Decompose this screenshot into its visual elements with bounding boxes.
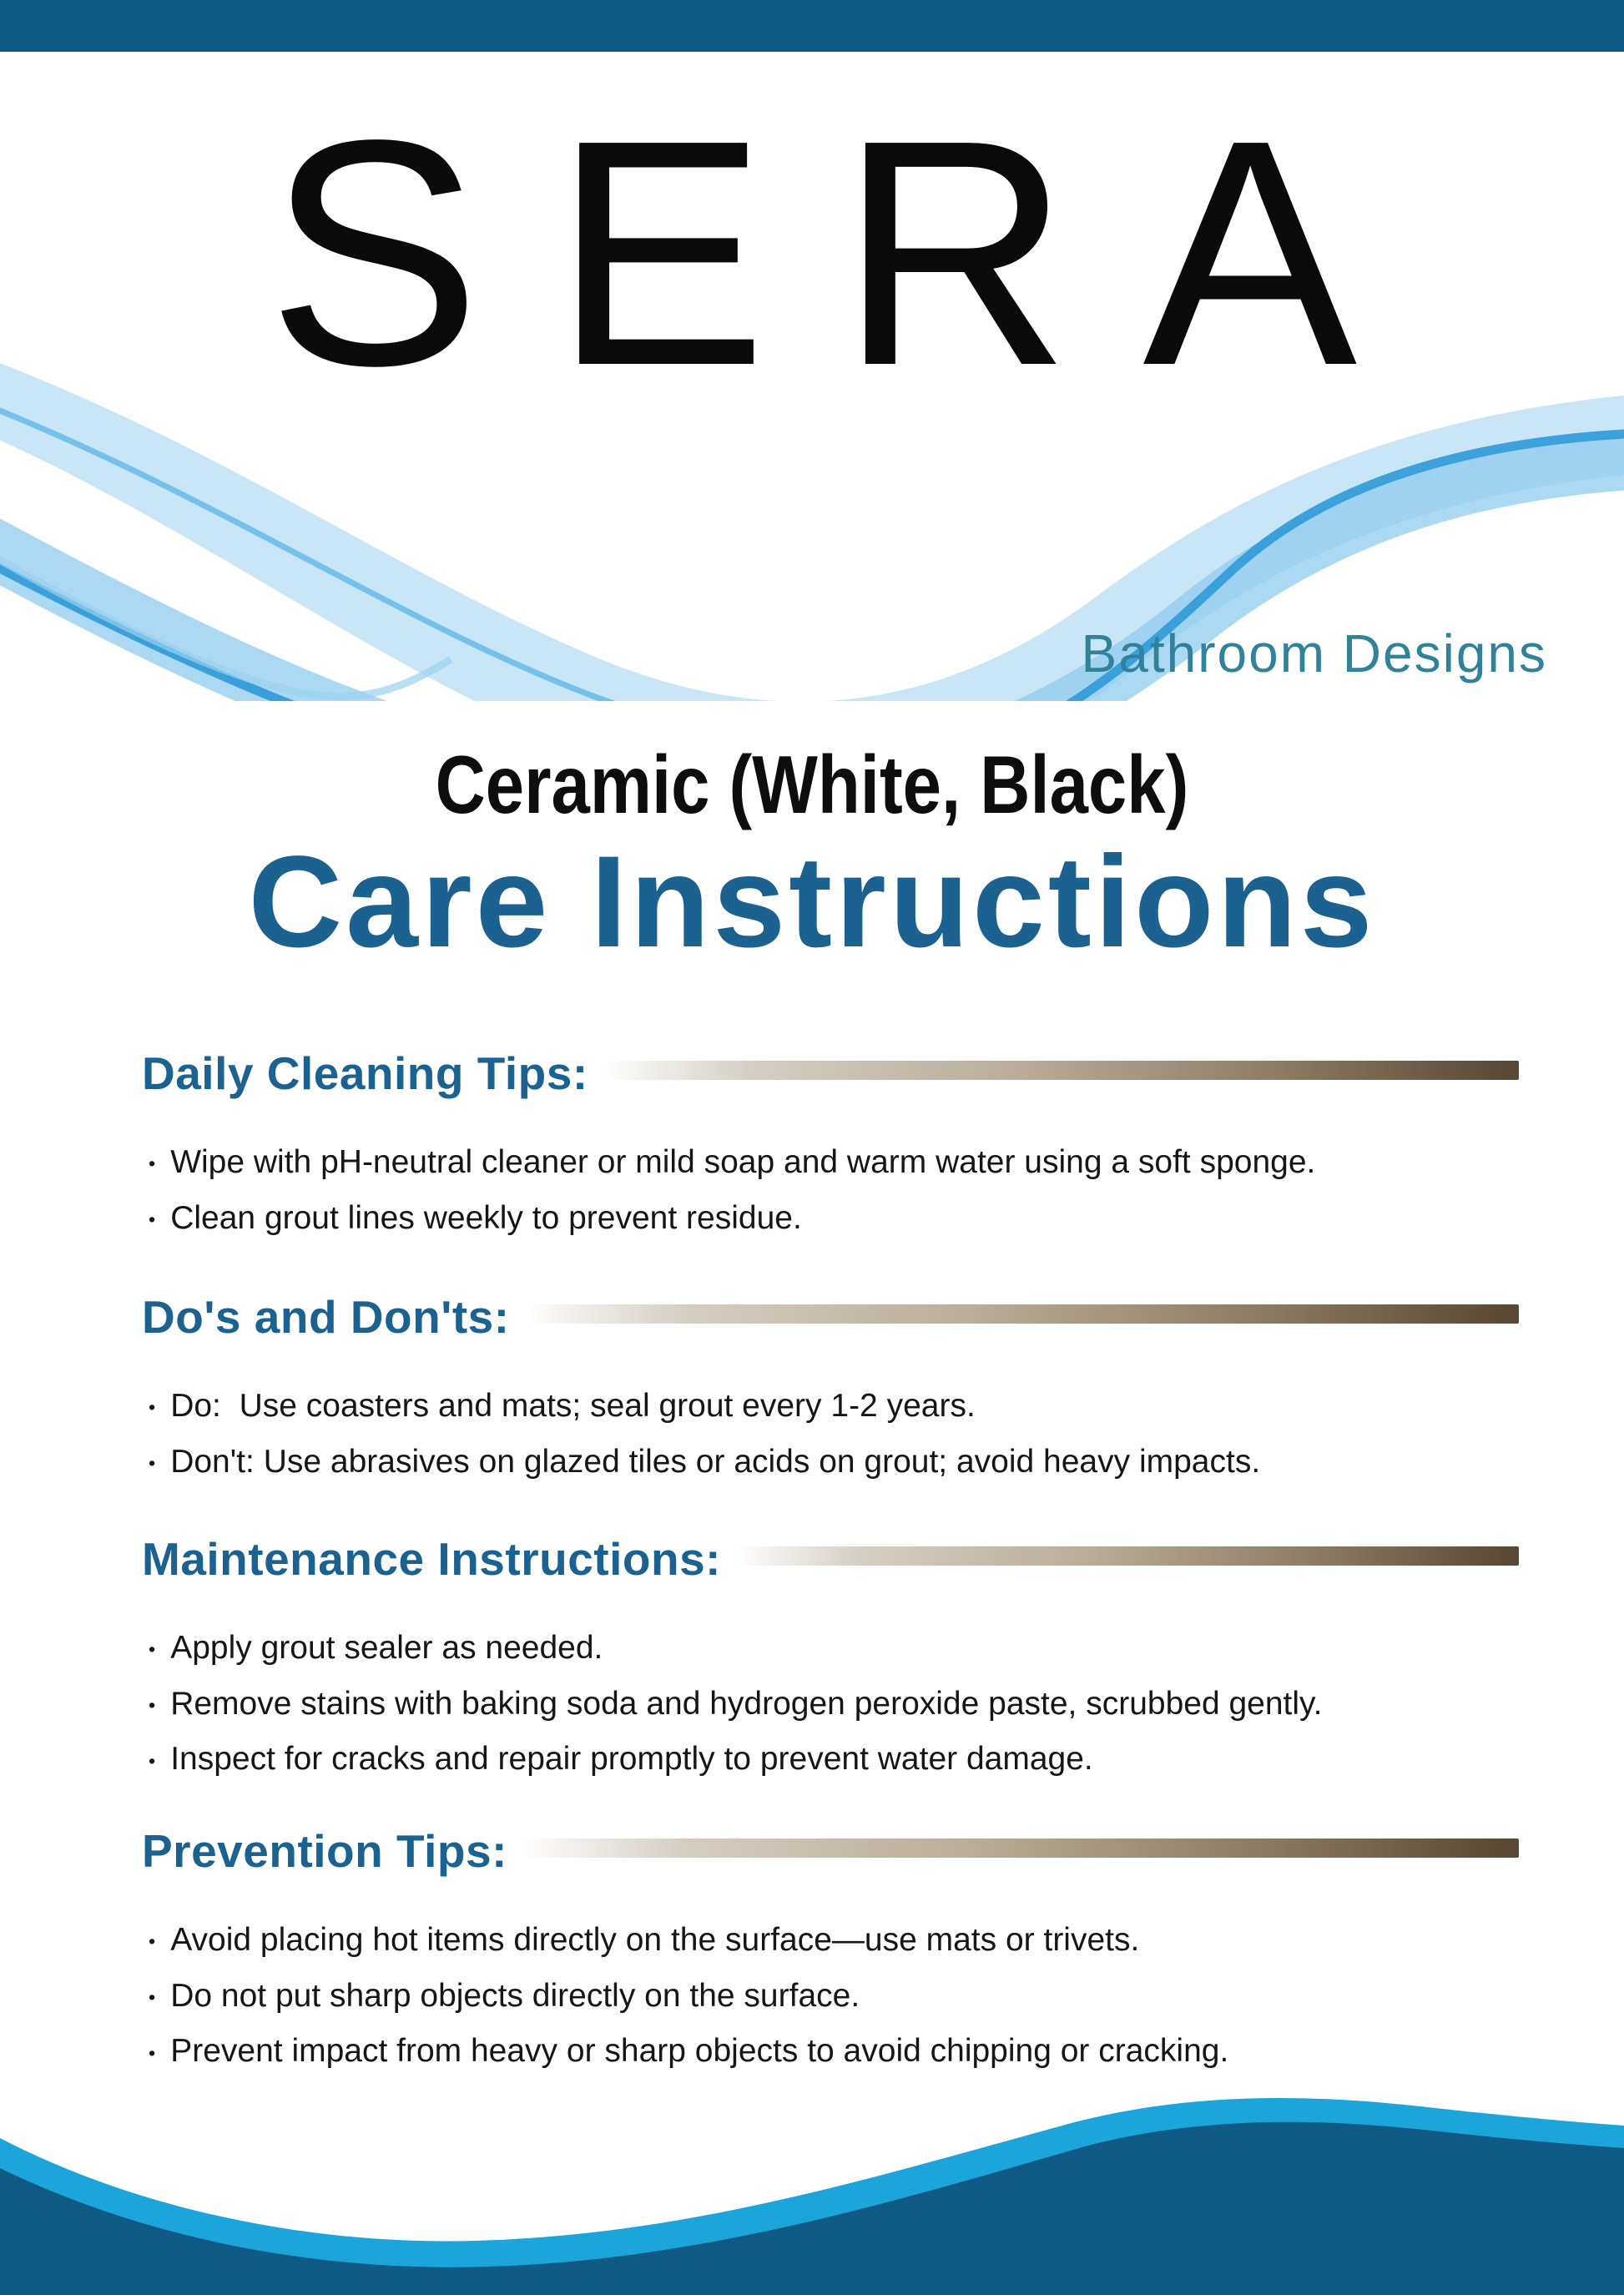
bullet-text: Apply grout sealer as needed. <box>170 1630 603 1666</box>
bullet-item <box>142 2030 1519 2073</box>
bullet-item <box>142 1627 1519 1670</box>
bullet-dot-icon: • <box>149 1749 156 1772</box>
section-heading-row <box>142 1824 1519 1878</box>
brand-tagline: Bathroom Designs <box>1081 623 1547 683</box>
bullet-item <box>142 1683 1519 1726</box>
product-subtitle: Ceramic (White, Black) <box>435 739 1189 830</box>
section-heading-row <box>142 1290 1519 1344</box>
section-heading: Prevention Tips: <box>142 1825 507 1877</box>
subtitle-row <box>0 738 1624 832</box>
bullet-item <box>142 1441 1519 1484</box>
bullet-item <box>142 1975 1519 2018</box>
section-heading-row <box>142 1532 1519 1586</box>
bullet-text: Remove stains with baking soda and hydrogen peroxide paste, scrubbed gently. <box>170 1685 1323 1722</box>
section-heading: Daily Cleaning Tips: <box>142 1047 588 1099</box>
bullet-item <box>142 1738 1519 1781</box>
bullet-dot-icon: • <box>149 1930 156 1953</box>
bullet-item <box>142 1385 1519 1428</box>
bullet-text: Clean grout lines weekly to prevent residue. <box>170 1199 802 1236</box>
bullet-item <box>142 1198 1519 1240</box>
section-prevention-tips <box>142 1824 1519 2086</box>
bullet-text: Wipe with pH-neutral cleaner or mild soap and warm water using a soft sponge. <box>170 1144 1316 1180</box>
bullet-list <box>142 1142 1519 1239</box>
section-maintenance-instructions <box>142 1532 1519 1794</box>
bullet-list <box>142 1627 1519 1781</box>
bullet-text: Inspect for cracks and repair promptly to prevent water damage. <box>170 1741 1093 1778</box>
section-heading: Do's and Don'ts: <box>142 1291 510 1343</box>
bullet-dot-icon: • <box>149 1208 156 1230</box>
bullet-list <box>142 1385 1519 1483</box>
section-heading-row <box>142 1047 1519 1100</box>
bullet-dot-icon: • <box>149 2041 156 2064</box>
bullet-text: Don't: Use abrasives on glazed tiles or acids on grout; avoid heavy impacts. <box>170 1443 1261 1480</box>
bullet-list <box>142 1919 1519 2073</box>
bullet-text: Prevent impact from heavy or sharp objects to avoid chipping or cracking. <box>170 2033 1229 2070</box>
gradient-rule <box>603 1061 1519 1080</box>
bullet-item <box>142 1919 1519 1962</box>
bullet-dot-icon: • <box>149 1693 156 1716</box>
top-accent-bar <box>0 0 1624 52</box>
page-title: Care Instructions <box>248 830 1376 975</box>
gradient-rule <box>736 1546 1519 1566</box>
bullet-dot-icon: • <box>149 1985 156 2008</box>
bullet-item <box>142 1142 1519 1184</box>
gradient-rule <box>525 1304 1519 1324</box>
bullet-dot-icon: • <box>149 1396 156 1419</box>
bullet-text: Avoid placing hot items directly on the surface—use mats or trivets. <box>170 1922 1140 1958</box>
section-dos-and-donts <box>142 1290 1519 1496</box>
bullet-dot-icon: • <box>149 1451 156 1474</box>
section-daily-cleaning-tips <box>142 1047 1519 1253</box>
bullet-dot-icon: • <box>149 1638 156 1661</box>
bullet-dot-icon: • <box>149 1153 156 1175</box>
brand-logo: SERA <box>266 73 1430 432</box>
bullet-text: Do not put sharp objects directly on the surface. <box>170 1977 860 2014</box>
section-heading: Maintenance Instructions: <box>142 1533 721 1585</box>
bullet-text: Do: Use coasters and mats; seal grout every 1-2 years. <box>170 1388 976 1424</box>
gradient-rule <box>522 1839 1519 1858</box>
